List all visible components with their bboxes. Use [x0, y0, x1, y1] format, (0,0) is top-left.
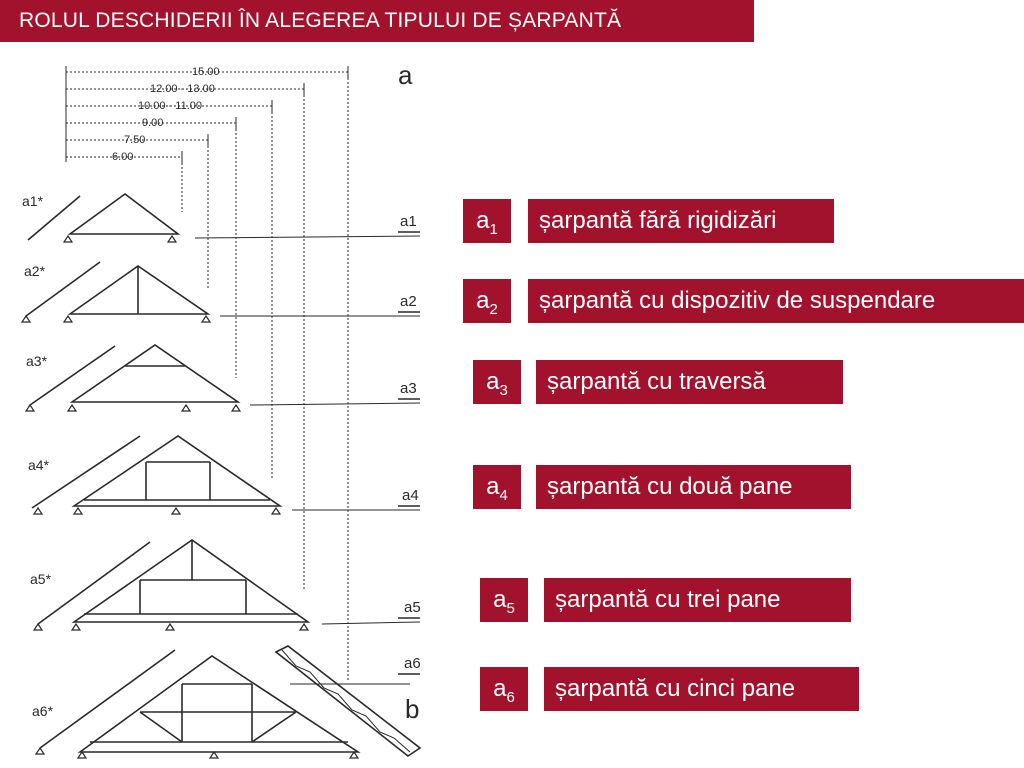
row-code-right: a2	[400, 293, 417, 310]
span-label: 6.00	[112, 151, 134, 163]
truss-code-letter: a	[493, 675, 507, 702]
truss-code-box	[473, 465, 521, 509]
span-label: 12.00 - 13.00	[150, 83, 215, 95]
truss-code-box	[463, 279, 511, 323]
truss-code-index: 1	[489, 221, 498, 238]
span-label: 10.00 - 11.00	[138, 100, 203, 112]
truss-description: șarpantă fără rigidizări	[528, 199, 834, 243]
span-label: 9.00	[142, 117, 164, 129]
page-title: ROLUL DESCHIDERII ÎN ALEGEREA TIPULUI DE ȘARPANTĂ	[0, 0, 754, 42]
truss-code-letter: a	[486, 473, 500, 500]
truss-code-index: 6	[506, 689, 515, 706]
truss-code-index: 5	[506, 600, 515, 617]
truss-description: șarpantă cu două pane	[536, 465, 851, 509]
truss-code-box	[463, 199, 511, 243]
truss-code-letter: a	[476, 207, 490, 234]
truss-description: șarpantă cu traversă	[536, 360, 843, 404]
truss-code-box	[480, 578, 528, 622]
figure-label-b: b	[405, 694, 420, 724]
truss-code-index: 2	[489, 301, 498, 318]
row-code-left: a1*	[22, 193, 44, 209]
span-label: 15.00	[192, 66, 220, 78]
truss-code-box	[480, 667, 528, 711]
span-label: 7.50	[124, 134, 146, 146]
figure-label-a: a	[398, 60, 413, 90]
row-code-left: a3*	[26, 353, 48, 369]
truss-span-diagram	[0, 42, 440, 768]
row-code-left: a6*	[32, 703, 54, 719]
truss-code-index: 4	[499, 487, 508, 504]
row-code-left: a5*	[30, 571, 52, 587]
truss-code-letter: a	[476, 287, 490, 314]
row-code-left: a4*	[28, 457, 50, 473]
truss-code-letter: a	[486, 368, 500, 395]
row-code-right: a4	[402, 487, 419, 504]
row-code-right: a5	[404, 599, 421, 616]
truss-description: șarpantă cu cinci pane	[544, 667, 859, 711]
row-code-right: a1	[400, 213, 417, 230]
row-code-left: a2*	[24, 263, 46, 279]
truss-code-index: 3	[499, 382, 508, 399]
row-code-right: a6	[404, 655, 421, 672]
truss-description: șarpantă cu trei pane	[544, 578, 851, 622]
row-code-right: a3	[400, 380, 417, 397]
truss-code-box	[473, 360, 521, 404]
truss-description: șarpantă cu dispozitiv de suspendare	[528, 279, 1024, 323]
truss-code-letter: a	[493, 586, 507, 613]
